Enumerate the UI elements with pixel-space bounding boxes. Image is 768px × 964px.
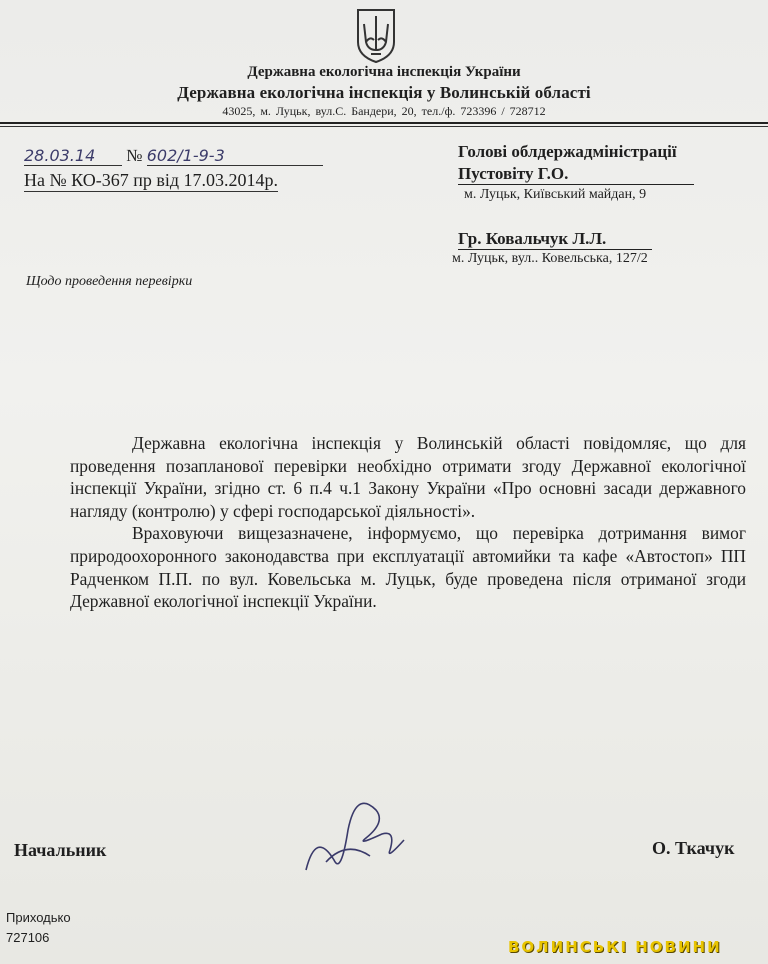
executor-phone: 727106 [6,930,50,945]
org-name-ukraine: Державна екологічна інспекція України [247,64,521,80]
header-rule [0,122,768,124]
executor-name: Приходько [6,910,71,925]
number-sign: № [126,146,143,165]
registration-line [24,146,323,166]
signatory-role: Начальник [14,840,107,860]
body-paragraph-2: Враховуючи вищезазначене, інформуємо, що перевірка дотримання вимог природоохоронного законодавства при експлуатації автомийки та кафе «Автостоп» ПП Радченком П.П. по вул. Ковельська м. Луцьк, буде проведена після отриманої згоди Державної екологічної інспекції України. [70,523,746,612]
org-name-volyn: Державна екологічна інспекція у Волинській області [177,83,591,102]
recipient-address-2: м. Луцьк, вул.. Ковельська, 127/2 [452,251,648,266]
registration-date: 28.03.14 [24,146,122,166]
recipient-name-2: Гр. Ковальчук Л.Л. [458,229,652,250]
registration-number: 602/1-9-3 [147,146,323,166]
org-address: 43025, м. Луцьк, вул.С. Бандери, 20, тел./ф. 723396 / 728712 [222,104,546,118]
header-rule-thin [0,126,768,127]
letter-body [70,432,746,613]
recipient-address-1: м. Луцьк, Київський майдан, 9 [464,187,647,202]
letter-subject: Щодо проведення перевірки [26,274,193,289]
body-paragraph-1: Державна екологічна інспекція у Волинській області повідомляє, що для проведення позапланової перевірки необхідно отримати згоду Державної екологічної інспекції України, згідно ст. 6 п.4 ч.1 Закону України «Про основні засади державного нагляду (контролю) у сфері господарської діяльності». [70,433,746,521]
trident-icon [354,6,398,64]
handwritten-signature [286,790,416,890]
reference-line: На № КО-367 пр від 17.03.2014р. [24,170,279,190]
watermark-logo: ВОЛИНСЬКІ НОВИНИ [508,938,722,956]
executor-info [6,908,71,948]
recipient-title: Голові облдержадміністрації [458,142,677,161]
recipient-name-1: Пустовіту Г.О. [458,164,694,185]
signatory-name: О. Ткачук [652,838,735,858]
